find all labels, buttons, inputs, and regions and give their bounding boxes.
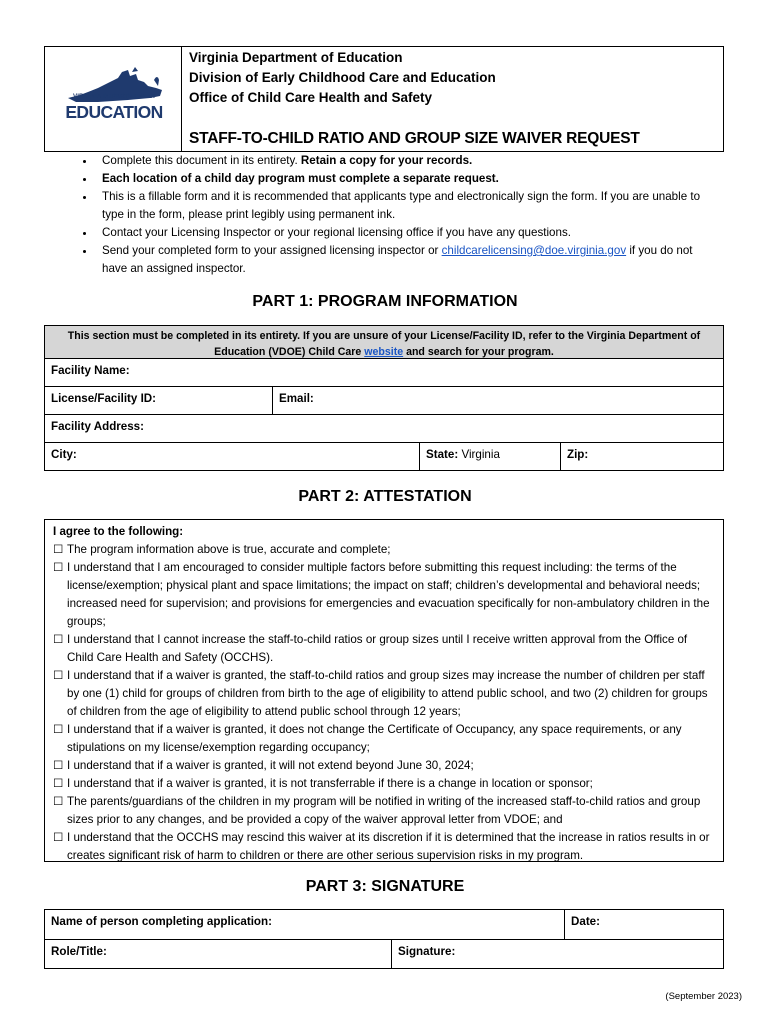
role-title-field[interactable] <box>44 939 392 969</box>
licensing-email-link[interactable]: childcarelicensing@doe.virginia.gov <box>441 244 627 257</box>
list-item: • Each location of a child day program must complete a separate request. <box>96 170 720 188</box>
state-value: Virginia <box>458 448 500 461</box>
list-item: • This is a fillable form and it is recommended that applicants type and electronically sign the form. If you are unable to type in the form, please print legibly using permanent ink. <box>96 188 720 224</box>
list-item: • Complete this document in its entirety. Retain a copy for your records. <box>96 152 720 170</box>
attestation-content <box>53 523 715 865</box>
instructions-list <box>50 152 720 278</box>
logo-arc-text: VIRGINIA DEPARTMENT OF <box>72 93 157 100</box>
list-item: ☐ I understand that I cannot increase the staff-to-child ratios or group sizes until I receive written approval from the Office of Child Care Health and Safety (OCCHS). <box>53 633 688 664</box>
state-label: State: <box>426 448 459 461</box>
zip-field[interactable] <box>560 442 724 471</box>
date-field[interactable] <box>564 909 724 940</box>
list-item: ☐ The parents/guardians of the children in my program will be notified in writing of the increased staff-to-child ratios and group sizes prior to any changes, and be provided a copy of the waiver approval letter from VDOE; and <box>53 795 701 826</box>
revision-date: (September 2023) <box>665 991 742 1002</box>
license-id-label: License/Facility ID: <box>51 392 157 405</box>
city-field[interactable] <box>44 442 420 471</box>
part1-heading: PART 1: PROGRAM INFORMATION <box>252 293 518 310</box>
email-field[interactable] <box>272 386 724 415</box>
checkbox[interactable]: ☐ <box>53 669 64 682</box>
facility-address-field[interactable] <box>44 414 724 443</box>
license-id-field[interactable] <box>44 386 273 415</box>
header-divider <box>181 46 182 152</box>
part2-heading: PART 2: ATTESTATION <box>298 488 472 505</box>
applicant-name-field[interactable] <box>44 909 565 940</box>
checkbox[interactable]: ☐ <box>53 759 64 772</box>
retain-copy-note: Retain a copy for your records. <box>300 154 473 167</box>
checkbox[interactable]: ☐ <box>53 543 64 556</box>
list-item: ☐ I understand that if a waiver is granted, the staff-to-child ratios and group sizes may increase the number of children per staff by one (1) child for groups of children from birth to the age of eligibility to attend public school, and two (2) children for groups of children from the age of eligibility to attend public school through 12 years; <box>53 669 708 718</box>
part1-notice: This section must be completed in its entirety. If you are unsure of your License/Facility ID, refer to the Virginia Department of Education (VDOE) Child Care website and search for your program. <box>44 325 724 359</box>
vdoe-logo <box>58 62 170 134</box>
signature-field[interactable] <box>391 939 724 969</box>
form-title: STAFF-TO-CHILD RATIO AND GROUP SIZE WAIVER REQUEST <box>189 130 640 147</box>
list-item: ☐ I understand that if a waiver is granted, it is not transferrable if there is a change in location or sponsor; <box>53 775 715 793</box>
checkbox[interactable]: ☐ <box>53 723 64 736</box>
applicant-name-label: Name of person completing application: <box>51 915 272 928</box>
list-item: ☐ I understand that I am encouraged to consider multiple factors before submitting this request including: the terms of the license/exemption; physical plant and space limitations; the impact on staff; children’s developmental and behavioral needs; increased need for supervision; and provisions for emergencies and evacuation specifically for non-ambulatory children in the groups; <box>53 561 710 628</box>
checkbox[interactable]: ☐ <box>53 777 64 790</box>
part3-heading: PART 3: SIGNATURE <box>305 878 465 895</box>
checkbox[interactable]: ☐ <box>53 795 64 808</box>
checkbox[interactable]: ☐ <box>53 633 64 646</box>
header-agency: Virginia Department of Education <box>189 50 403 65</box>
city-label: City: <box>51 448 77 461</box>
email-label: Email: <box>279 392 314 405</box>
vdoe-website-link[interactable]: website <box>364 346 404 358</box>
signature-label: Signature: <box>398 945 456 958</box>
checkbox[interactable]: ☐ <box>53 831 64 844</box>
state-field[interactable] <box>419 442 561 471</box>
logo-wordmark: EDUCATION <box>65 102 163 122</box>
list-item: • Contact your Licensing Inspector or your regional licensing office if you have any questions. <box>96 224 720 242</box>
list-item: • Send your completed form to your assigned licensing inspector or childcarelicensing@doe.virginia.gov if you do not have an assigned inspector. <box>96 242 720 278</box>
role-title-label: Role/Title: <box>51 945 107 958</box>
date-label: Date: <box>571 915 600 928</box>
header-division: Division of Early Childhood Care and Education <box>189 70 496 85</box>
facility-address-label: Facility Address: <box>51 420 144 433</box>
facility-name-label: Facility Name: <box>51 364 130 377</box>
list-item: ☐ I understand that if a waiver is granted, it does not change the Certificate of Occupancy, any space requirements, or any stipulations on my license/exemption regarding occupancy; <box>53 723 682 754</box>
facility-name-field[interactable] <box>44 358 724 387</box>
list-item: ☐ The program information above is true, accurate and complete; <box>53 541 715 559</box>
header-office: Office of Child Care Health and Safety <box>189 90 433 105</box>
checkbox[interactable]: ☐ <box>53 561 64 574</box>
list-item: ☐ I understand that the OCCHS may rescind this waiver at its discretion if it is determined that the increase in ratios results in or creates significant risk of harm to children or there are other serious supervision risks in my program. <box>53 831 710 862</box>
zip-label: Zip: <box>567 448 589 461</box>
attestation-box <box>44 519 724 862</box>
list-item: ☐ I understand that if a waiver is granted, it will not extend beyond June 30, 2024; <box>53 757 715 775</box>
attestation-intro: I agree to the following: <box>53 525 184 538</box>
